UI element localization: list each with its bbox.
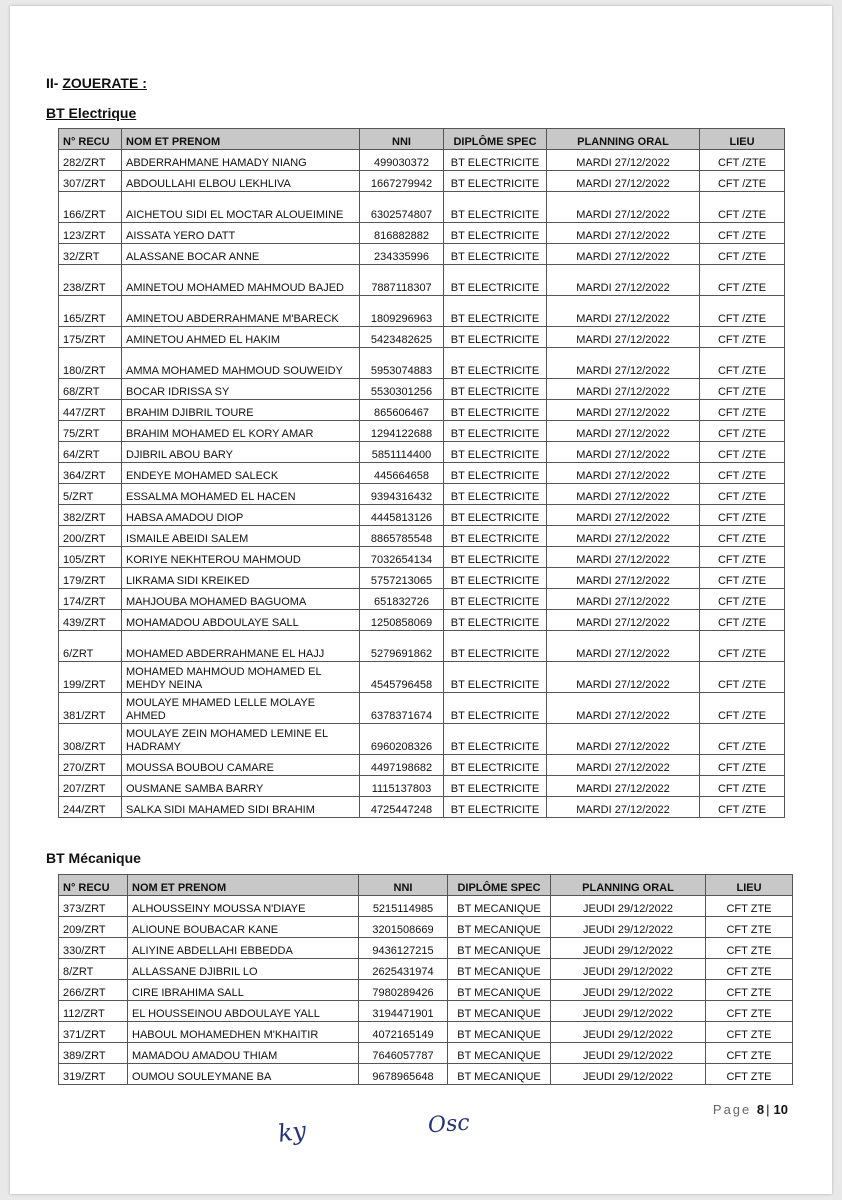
electrique-table [58, 128, 785, 818]
cell-lieu: CFT /ZTE [700, 463, 785, 484]
cell-recu: 282/ZRT [59, 150, 122, 171]
cell-nom: MAHJOUBA MOHAMED BAGUOMA [122, 589, 360, 610]
cell-diplome: BT ELECTRICITE [444, 400, 547, 421]
table-row [59, 223, 785, 244]
cell-lieu: CFT /ZTE [700, 484, 785, 505]
table-row [59, 631, 785, 662]
table-row [59, 265, 785, 296]
cell-nom: MOHAMED MAHMOUD MOHAMED EL MEHDY NEINA [122, 662, 360, 693]
cell-diplome: BT MECANIQUE [448, 896, 551, 917]
cell-nom: AMINETOU AHMED EL HAKIM [122, 327, 360, 348]
cell-recu: 8/ZRT [59, 959, 128, 980]
page-total: 10 [773, 1102, 788, 1117]
cell-diplome: BT MECANIQUE [448, 980, 551, 1001]
cell-nni: 4545796458 [360, 662, 444, 693]
cell-diplome: BT MECANIQUE [448, 1001, 551, 1022]
cell-diplome: BT ELECTRICITE [444, 442, 547, 463]
cell-lieu: CFT /ZTE [700, 693, 785, 724]
cell-recu: 180/ZRT [59, 348, 122, 379]
cell-nom: HABSA AMADOU DIOP [122, 505, 360, 526]
table-row [59, 296, 785, 327]
cell-planning: MARDI 27/12/2022 [547, 463, 700, 484]
cell-lieu: CFT /ZTE [700, 348, 785, 379]
header-nni: NNI [359, 875, 448, 896]
cell-diplome: BT MECANIQUE [448, 1043, 551, 1064]
cell-recu: 75/ZRT [59, 421, 122, 442]
cell-recu: 266/ZRT [59, 980, 128, 1001]
cell-nni: 7887118307 [360, 265, 444, 296]
cell-recu: 5/ZRT [59, 484, 122, 505]
cell-recu: 105/ZRT [59, 547, 122, 568]
cell-nom: ENDEYE MOHAMED SALECK [122, 463, 360, 484]
table-row [59, 421, 785, 442]
cell-nom: AMINETOU MOHAMED MAHMOUD BAJED [122, 265, 360, 296]
cell-recu: 123/ZRT [59, 223, 122, 244]
header-lieu: LIEU [706, 875, 793, 896]
cell-planning: MARDI 27/12/2022 [547, 442, 700, 463]
cell-lieu: CFT /ZTE [700, 631, 785, 662]
cell-nom: CIRE IBRAHIMA SALL [128, 980, 359, 1001]
cell-lieu: CFT /ZTE [700, 610, 785, 631]
cell-nni: 1115137803 [360, 776, 444, 797]
cell-nom: BOCAR IDRISSA SY [122, 379, 360, 400]
cell-nom: MOHAMED ABDERRAHMANE EL HAJJ [122, 631, 360, 662]
table-row [59, 938, 793, 959]
cell-planning: JEUDI 29/12/2022 [551, 980, 706, 1001]
cell-recu: 165/ZRT [59, 296, 122, 327]
table-row [59, 980, 793, 1001]
section-title [46, 75, 147, 91]
cell-nom: OUSMANE SAMBA BARRY [122, 776, 360, 797]
cell-diplome: BT ELECTRICITE [444, 244, 547, 265]
cell-diplome: BT ELECTRICITE [444, 568, 547, 589]
cell-lieu: CFT /ZTE [700, 400, 785, 421]
cell-recu: 175/ZRT [59, 327, 122, 348]
cell-recu: 199/ZRT [59, 662, 122, 693]
cell-recu: 207/ZRT [59, 776, 122, 797]
cell-recu: 166/ZRT [59, 192, 122, 223]
cell-planning: MARDI 27/12/2022 [547, 631, 700, 662]
cell-planning: MARDI 27/12/2022 [547, 327, 700, 348]
cell-nom: MAMADOU AMADOU THIAM [128, 1043, 359, 1064]
cell-nni: 5279691862 [360, 631, 444, 662]
cell-nni: 865606467 [360, 400, 444, 421]
electrique-title: BT Electrique [46, 105, 137, 121]
table-row [59, 917, 793, 938]
table-row [59, 379, 785, 400]
table-row [59, 693, 785, 724]
cell-planning: MARDI 27/12/2022 [547, 379, 700, 400]
cell-planning: MARDI 27/12/2022 [547, 348, 700, 379]
cell-nni: 3201508669 [359, 917, 448, 938]
page-word: Page [712, 1102, 752, 1117]
header-nom: NOM ET PRENOM [122, 129, 360, 150]
cell-nni: 234335996 [360, 244, 444, 265]
table-row [59, 1001, 793, 1022]
cell-nom: EL HOUSSEINOU ABDOULAYE YALL [128, 1001, 359, 1022]
cell-nom: DJIBRIL ABOU BARY [122, 442, 360, 463]
cell-lieu: CFT /ZTE [700, 442, 785, 463]
cell-nom: MOULAYE MHAMED LELLE MOLAYE AHMED [122, 693, 360, 724]
header-diplome: DIPLÔME SPEC [444, 129, 547, 150]
cell-lieu: CFT /ZTE [700, 755, 785, 776]
cell-planning: MARDI 27/12/2022 [547, 192, 700, 223]
cell-nom: AMMA MOHAMED MAHMOUD SOUWEIDY [122, 348, 360, 379]
cell-diplome: BT ELECTRICITE [444, 662, 547, 693]
table-row [59, 959, 793, 980]
cell-lieu: CFT /ZTE [700, 265, 785, 296]
cell-planning: JEUDI 29/12/2022 [551, 938, 706, 959]
cell-lieu: CFT /ZTE [700, 223, 785, 244]
cell-nni: 5851114400 [360, 442, 444, 463]
cell-lieu: CFT ZTE [706, 959, 793, 980]
cell-lieu: CFT /ZTE [700, 296, 785, 327]
header-planning: PLANNING ORAL [551, 875, 706, 896]
cell-planning: MARDI 27/12/2022 [547, 265, 700, 296]
cell-planning: JEUDI 29/12/2022 [551, 1022, 706, 1043]
cell-recu: 447/ZRT [59, 400, 122, 421]
cell-recu: 371/ZRT [59, 1022, 128, 1043]
cell-nni: 7646057787 [359, 1043, 448, 1064]
cell-diplome: BT MECANIQUE [448, 917, 551, 938]
cell-nni: 7980289426 [359, 980, 448, 1001]
cell-nni: 4497198682 [360, 755, 444, 776]
cell-diplome: BT MECANIQUE [448, 1022, 551, 1043]
cell-recu: 6/ZRT [59, 631, 122, 662]
cell-diplome: BT MECANIQUE [448, 938, 551, 959]
cell-nom: ALIOUNE BOUBACAR KANE [128, 917, 359, 938]
cell-lieu: CFT /ZTE [700, 662, 785, 693]
cell-nni: 1809296963 [360, 296, 444, 327]
cell-lieu: CFT /ZTE [700, 244, 785, 265]
cell-nom: BRAHIM MOHAMED EL KORY AMAR [122, 421, 360, 442]
cell-planning: MARDI 27/12/2022 [547, 662, 700, 693]
cell-recu: 68/ZRT [59, 379, 122, 400]
cell-nom: OUMOU SOULEYMANE BA [128, 1064, 359, 1085]
cell-diplome: BT ELECTRICITE [444, 547, 547, 568]
cell-nni: 9678965648 [359, 1064, 448, 1085]
cell-nni: 4725447248 [360, 797, 444, 818]
cell-nom: ALLASSANE DJIBRIL LO [128, 959, 359, 980]
cell-planning: MARDI 27/12/2022 [547, 755, 700, 776]
cell-lieu: CFT /ZTE [700, 421, 785, 442]
cell-nni: 2625431974 [359, 959, 448, 980]
table-row [59, 505, 785, 526]
cell-diplome: BT ELECTRICITE [444, 724, 547, 755]
header-lieu: LIEU [700, 129, 785, 150]
cell-diplome: BT ELECTRICITE [444, 797, 547, 818]
table-row [59, 896, 793, 917]
cell-nom: BRAHIM DJIBRIL TOURE [122, 400, 360, 421]
cell-planning: MARDI 27/12/2022 [547, 610, 700, 631]
table-row [59, 589, 785, 610]
section-prefix: II- [46, 75, 63, 91]
section-name: ZOUERATE : [62, 75, 147, 91]
cell-nom: ABDOULLAHI ELBOU LEKHLIVA [122, 171, 360, 192]
cell-nni: 1294122688 [360, 421, 444, 442]
cell-recu: 439/ZRT [59, 610, 122, 631]
cell-lieu: CFT /ZTE [700, 505, 785, 526]
cell-recu: 270/ZRT [59, 755, 122, 776]
table-row [59, 442, 785, 463]
cell-nni: 3194471901 [359, 1001, 448, 1022]
page-number [713, 1102, 788, 1117]
cell-diplome: BT ELECTRICITE [444, 348, 547, 379]
header-diplome: DIPLÔME SPEC [448, 875, 551, 896]
cell-recu: 32/ZRT [59, 244, 122, 265]
cell-diplome: BT ELECTRICITE [444, 484, 547, 505]
cell-diplome: BT ELECTRICITE [444, 693, 547, 724]
cell-diplome: BT MECANIQUE [448, 1064, 551, 1085]
cell-planning: JEUDI 29/12/2022 [551, 959, 706, 980]
cell-nom: KORIYE NEKHTEROU MAHMOUD [122, 547, 360, 568]
cell-recu: 364/ZRT [59, 463, 122, 484]
table-row [59, 755, 785, 776]
cell-planning: MARDI 27/12/2022 [547, 244, 700, 265]
cell-diplome: BT MECANIQUE [448, 959, 551, 980]
header-recu: N° RECU [59, 875, 128, 896]
cell-planning: MARDI 27/12/2022 [547, 724, 700, 755]
table-row [59, 192, 785, 223]
cell-nom: ISMAILE ABEIDI SALEM [122, 526, 360, 547]
cell-nom: HABOUL MOHAMEDHEN M'KHAITIR [128, 1022, 359, 1043]
cell-nom: ALHOUSSEINY MOUSSA N'DIAYE [128, 896, 359, 917]
cell-planning: MARDI 27/12/2022 [547, 589, 700, 610]
cell-diplome: BT ELECTRICITE [444, 776, 547, 797]
table-row [59, 327, 785, 348]
header-recu: N° RECU [59, 129, 122, 150]
cell-nni: 4445813126 [360, 505, 444, 526]
cell-lieu: CFT ZTE [706, 1064, 793, 1085]
cell-planning: MARDI 27/12/2022 [547, 296, 700, 327]
table-row [59, 526, 785, 547]
cell-lieu: CFT ZTE [706, 1043, 793, 1064]
cell-nni: 9394316432 [360, 484, 444, 505]
cell-nni: 6302574807 [360, 192, 444, 223]
cell-planning: JEUDI 29/12/2022 [551, 896, 706, 917]
cell-planning: MARDI 27/12/2022 [547, 150, 700, 171]
cell-diplome: BT ELECTRICITE [444, 265, 547, 296]
cell-recu: 307/ZRT [59, 171, 122, 192]
cell-planning: MARDI 27/12/2022 [547, 797, 700, 818]
table-row [59, 244, 785, 265]
cell-diplome: BT ELECTRICITE [444, 526, 547, 547]
cell-lieu: CFT /ZTE [700, 192, 785, 223]
cell-planning: MARDI 27/12/2022 [547, 526, 700, 547]
cell-nni: 5215114985 [359, 896, 448, 917]
mecanique-table [58, 874, 793, 1085]
table-row [59, 662, 785, 693]
cell-diplome: BT ELECTRICITE [444, 327, 547, 348]
cell-lieu: CFT ZTE [706, 938, 793, 959]
cell-lieu: CFT ZTE [706, 896, 793, 917]
cell-nni: 8865785548 [360, 526, 444, 547]
cell-lieu: CFT /ZTE [700, 547, 785, 568]
cell-nom: AICHETOU SIDI EL MOCTAR ALOUEIMINE [122, 192, 360, 223]
table-row [59, 1022, 793, 1043]
cell-planning: MARDI 27/12/2022 [547, 171, 700, 192]
cell-planning: MARDI 27/12/2022 [547, 505, 700, 526]
cell-nni: 1667279942 [360, 171, 444, 192]
page-separator: | [766, 1102, 772, 1117]
cell-planning: JEUDI 29/12/2022 [551, 917, 706, 938]
table-row [59, 463, 785, 484]
table-row [59, 1043, 793, 1064]
signature-left: ky [276, 1116, 308, 1148]
cell-nni: 651832726 [360, 589, 444, 610]
cell-nom: ESSALMA MOHAMED EL HACEN [122, 484, 360, 505]
cell-lieu: CFT ZTE [706, 1022, 793, 1043]
cell-diplome: BT ELECTRICITE [444, 171, 547, 192]
cell-diplome: BT ELECTRICITE [444, 421, 547, 442]
cell-nni: 5423482625 [360, 327, 444, 348]
cell-lieu: CFT /ZTE [700, 568, 785, 589]
cell-planning: MARDI 27/12/2022 [547, 693, 700, 724]
cell-recu: 174/ZRT [59, 589, 122, 610]
cell-lieu: CFT /ZTE [700, 797, 785, 818]
cell-recu: 200/ZRT [59, 526, 122, 547]
cell-nom: ABDERRAHMANE HAMADY NIANG [122, 150, 360, 171]
cell-planning: MARDI 27/12/2022 [547, 484, 700, 505]
table-header-row [59, 129, 785, 150]
cell-lieu: CFT /ZTE [700, 589, 785, 610]
cell-nni: 5953074883 [360, 348, 444, 379]
cell-diplome: BT ELECTRICITE [444, 755, 547, 776]
table-row [59, 150, 785, 171]
page-current: 8 [756, 1102, 765, 1117]
cell-nni: 4072165149 [359, 1022, 448, 1043]
cell-diplome: BT ELECTRICITE [444, 610, 547, 631]
cell-nom: SALKA SIDI MAHAMED SIDI BRAHIM [122, 797, 360, 818]
cell-planning: JEUDI 29/12/2022 [551, 1001, 706, 1022]
cell-nni: 5757213065 [360, 568, 444, 589]
cell-nni: 9436127215 [359, 938, 448, 959]
cell-nni: 499030372 [360, 150, 444, 171]
mecanique-title: BT Mécanique [46, 850, 141, 866]
cell-planning: MARDI 27/12/2022 [547, 776, 700, 797]
table-row [59, 171, 785, 192]
cell-nni: 6960208326 [360, 724, 444, 755]
cell-recu: 382/ZRT [59, 505, 122, 526]
cell-nom: AISSATA YERO DATT [122, 223, 360, 244]
table-row [59, 610, 785, 631]
cell-lieu: CFT ZTE [706, 917, 793, 938]
table-row [59, 1064, 793, 1085]
cell-nom: MOULAYE ZEIN MOHAMED LEMINE EL HADRAMY [122, 724, 360, 755]
cell-recu: 373/ZRT [59, 896, 128, 917]
table-row [59, 568, 785, 589]
signature-right: Osc [427, 1110, 471, 1139]
cell-planning: MARDI 27/12/2022 [547, 547, 700, 568]
cell-recu: 209/ZRT [59, 917, 128, 938]
cell-lieu: CFT /ZTE [700, 776, 785, 797]
cell-lieu: CFT /ZTE [700, 150, 785, 171]
header-planning: PLANNING ORAL [547, 129, 700, 150]
cell-nom: LIKRAMA SIDI KREIKED [122, 568, 360, 589]
cell-nni: 1250858069 [360, 610, 444, 631]
header-nni: NNI [360, 129, 444, 150]
cell-nom: ALASSANE BOCAR ANNE [122, 244, 360, 265]
cell-planning: MARDI 27/12/2022 [547, 568, 700, 589]
cell-nom: ALIYINE ABDELLAHI EBBEDDA [128, 938, 359, 959]
table-header-row [59, 875, 793, 896]
cell-recu: 319/ZRT [59, 1064, 128, 1085]
cell-diplome: BT ELECTRICITE [444, 589, 547, 610]
cell-recu: 308/ZRT [59, 724, 122, 755]
cell-recu: 389/ZRT [59, 1043, 128, 1064]
cell-nni: 6378371674 [360, 693, 444, 724]
table-row [59, 547, 785, 568]
cell-recu: 112/ZRT [59, 1001, 128, 1022]
cell-planning: MARDI 27/12/2022 [547, 421, 700, 442]
cell-diplome: BT ELECTRICITE [444, 192, 547, 223]
cell-planning: MARDI 27/12/2022 [547, 223, 700, 244]
cell-nom: MOHAMADOU ABDOULAYE SALL [122, 610, 360, 631]
cell-nom: AMINETOU ABDERRAHMANE M'BARECK [122, 296, 360, 327]
cell-nni: 816882882 [360, 223, 444, 244]
cell-nom: MOUSSA BOUBOU CAMARE [122, 755, 360, 776]
cell-nni: 7032654134 [360, 547, 444, 568]
cell-nni: 5530301256 [360, 379, 444, 400]
cell-diplome: BT ELECTRICITE [444, 505, 547, 526]
cell-lieu: CFT ZTE [706, 980, 793, 1001]
table-row [59, 484, 785, 505]
cell-diplome: BT ELECTRICITE [444, 379, 547, 400]
cell-recu: 330/ZRT [59, 938, 128, 959]
cell-diplome: BT ELECTRICITE [444, 223, 547, 244]
cell-recu: 64/ZRT [59, 442, 122, 463]
cell-lieu: CFT /ZTE [700, 724, 785, 755]
table-row [59, 348, 785, 379]
table-row [59, 400, 785, 421]
cell-recu: 179/ZRT [59, 568, 122, 589]
cell-diplome: BT ELECTRICITE [444, 631, 547, 662]
cell-nni: 445664658 [360, 463, 444, 484]
table-row [59, 797, 785, 818]
cell-lieu: CFT /ZTE [700, 379, 785, 400]
cell-lieu: CFT /ZTE [700, 327, 785, 348]
cell-lieu: CFT /ZTE [700, 526, 785, 547]
cell-diplome: BT ELECTRICITE [444, 150, 547, 171]
cell-lieu: CFT ZTE [706, 1001, 793, 1022]
cell-planning: JEUDI 29/12/2022 [551, 1043, 706, 1064]
cell-planning: JEUDI 29/12/2022 [551, 1064, 706, 1085]
cell-diplome: BT ELECTRICITE [444, 296, 547, 327]
header-nom: NOM ET PRENOM [128, 875, 359, 896]
table-row [59, 724, 785, 755]
cell-recu: 381/ZRT [59, 693, 122, 724]
cell-recu: 244/ZRT [59, 797, 122, 818]
cell-planning: MARDI 27/12/2022 [547, 400, 700, 421]
cell-diplome: BT ELECTRICITE [444, 463, 547, 484]
cell-recu: 238/ZRT [59, 265, 122, 296]
cell-lieu: CFT /ZTE [700, 171, 785, 192]
table-row [59, 776, 785, 797]
